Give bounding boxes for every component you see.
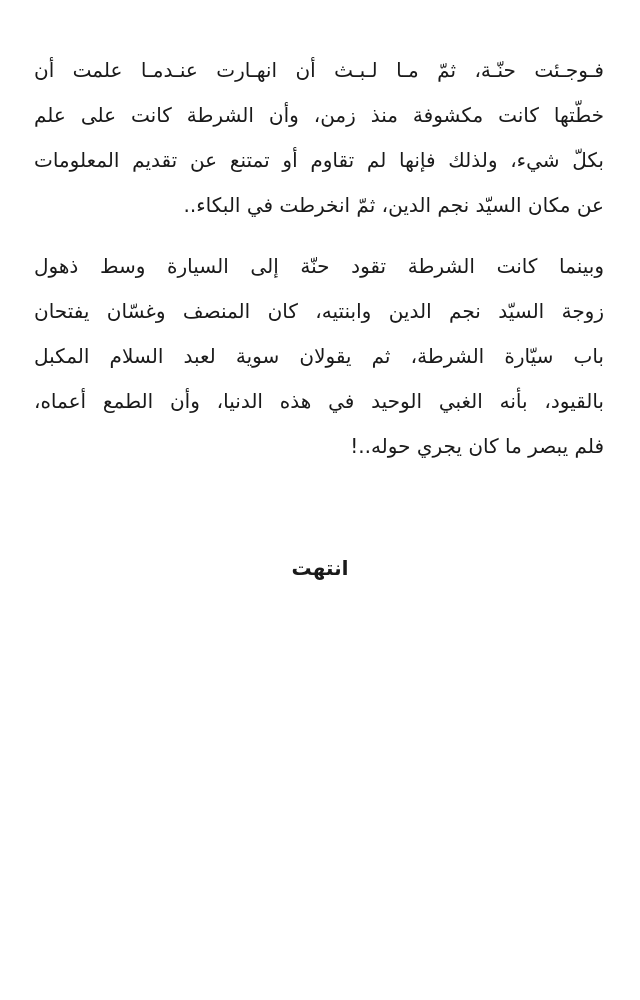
paragraph-1 bbox=[34, 48, 604, 228]
paragraph-line: زوجة السيّد نجم الدين وابنتيه، كان المنصف وغسّان يفتحان bbox=[34, 299, 604, 323]
paragraph-line: عن مكان السيّد نجم الدين، ثمّ انخرطت في البكاء.. bbox=[183, 193, 604, 217]
paragraph-line: خطّتها كانت مكشوفة منذ زمن، وأن الشرطة كانت على علم bbox=[34, 103, 604, 127]
paragraph-line: بالقيود، بأنه الغبي الوحيد في هذه الدنيا، وأن الطمع أعماه، bbox=[34, 389, 604, 413]
paragraph-line: فـوجـئت حنّـة، ثمّ مـا لـبـث أن انهـارت عنـدمـا علمت أن bbox=[34, 58, 604, 82]
end-mark: انتهت bbox=[291, 556, 349, 580]
paragraph-line: باب سيّارة الشرطة، ثم يقولان سوية لعبد السلام المكبل bbox=[34, 344, 604, 368]
paragraph-line: فلم يبصر ما كان يجري حوله..! bbox=[350, 434, 604, 458]
paragraph-line: وبينما كانت الشرطة تقود حنّة إلى السيارة وسط ذهول bbox=[34, 254, 604, 278]
paragraph-line: بكلّ شيء، ولذلك فإنها لم تقاوم أو تمتنع عن تقديم المعلومات bbox=[34, 148, 604, 172]
paragraph-2 bbox=[34, 244, 604, 469]
